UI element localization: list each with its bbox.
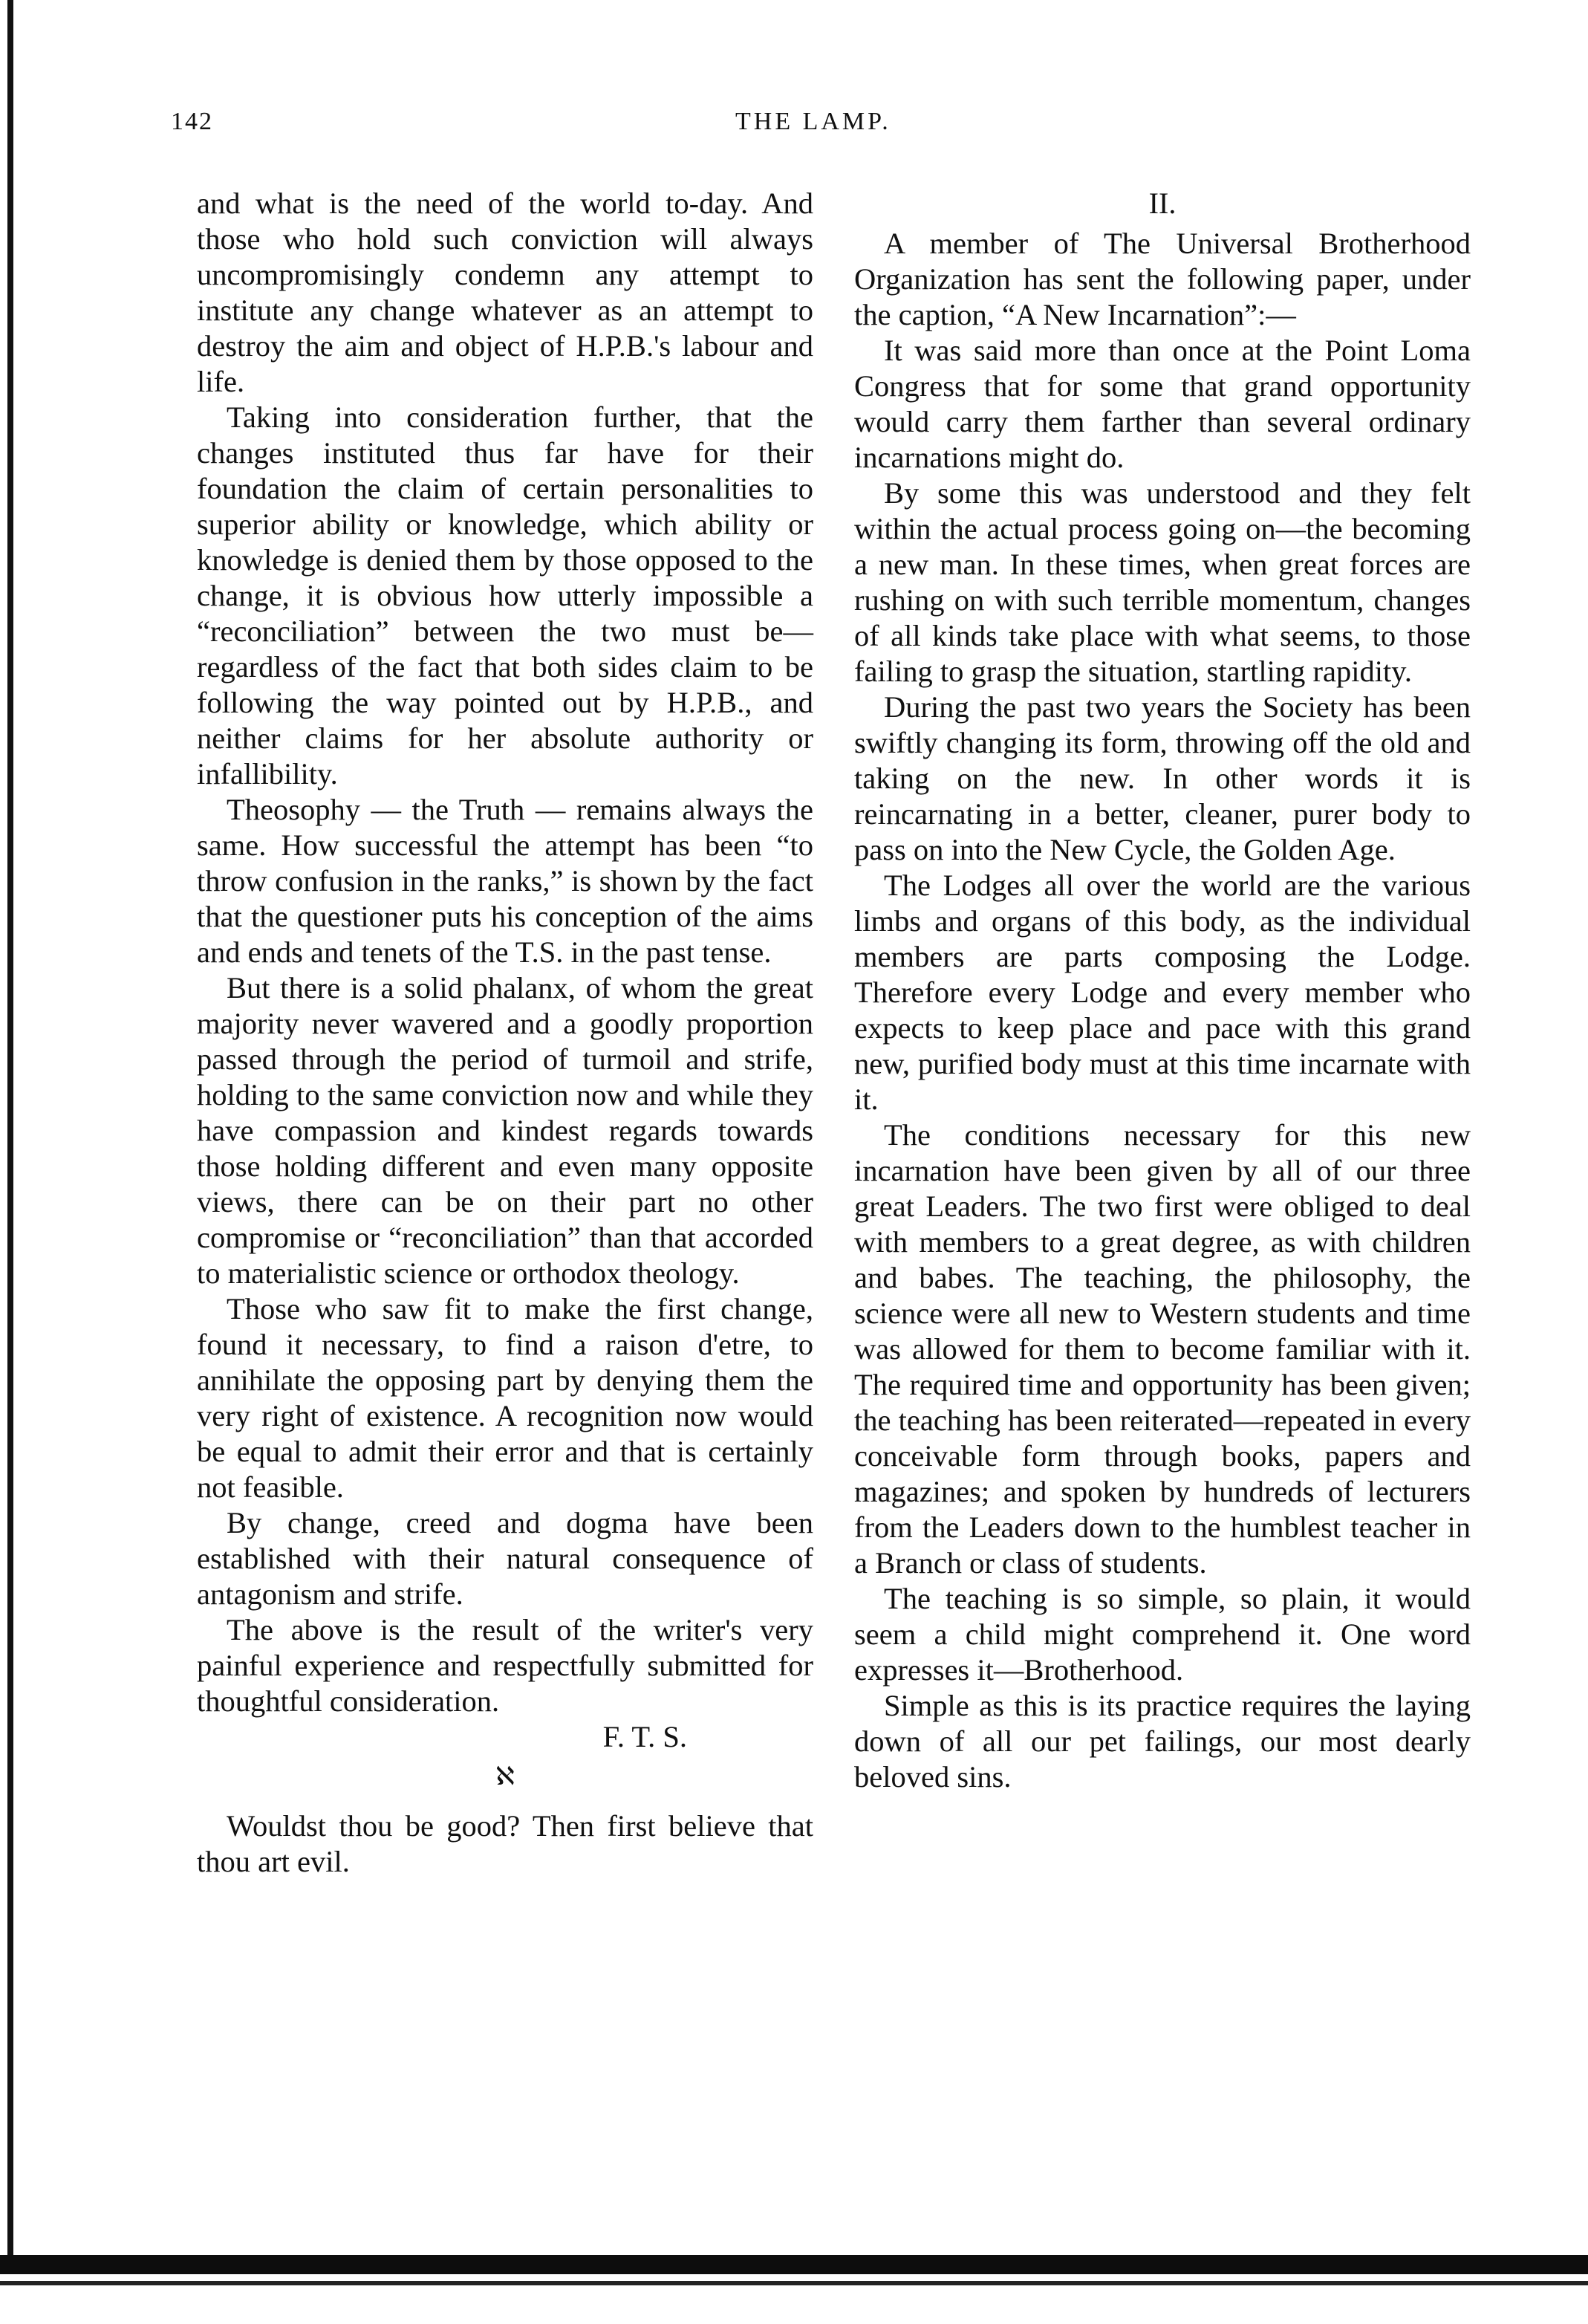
- signature: F. T. S.: [602, 1720, 687, 1753]
- bottom-border-rule: [0, 2255, 1588, 2274]
- running-title: THE LAMP.: [735, 108, 891, 135]
- right-paragraph-4: During the past two years the Society has been swiftly changing its form, throwing off the old and taking on the new. In other words it is reincarnating in a better, cleaner, purer body to pass on into the New Cycle, the Golden Age.: [854, 690, 1471, 866]
- page-number: 142: [171, 108, 213, 135]
- right-paragraph-7: The teaching is so simple, so plain, it would seem a child might comprehend it. One word expresses it—Brotherhood.: [854, 1582, 1471, 1687]
- ornament-icon: ℵ: [495, 1763, 515, 1791]
- page-header: [171, 108, 1477, 152]
- left-paragraph-4: But there is a solid phalanx, of whom the great majority never wavered and a goodly proportion passed through the period of turmoil and strife, holding to the same conviction now and while they have compassion and kindest regards towards those holding different and even many opposite views, there can be on their part no other compromise or “reconciliation” than that accorded to materialistic science or orthodox theology.: [197, 971, 813, 1290]
- left-paragraph-6: By change, creed and dogma have been established with their natural consequence of antagonism and strife.: [197, 1506, 813, 1611]
- left-paragraph-2: Taking into consideration further, that the changes instituted thus far have for their foundation the claim of certain personalities to superior ability or knowledge, which ability or knowledge is denied them by those opposed to the change, it is obvious how utterly impossible a “reconciliation” between the two must be—regardless of the fact that both sides claim to be following the way pointed out by H.P.B., and neither claims for her absolute authority or infallibility.: [197, 400, 813, 791]
- closing-aphorism: Wouldst thou be good? Then first believe that thou art evil.: [197, 1809, 813, 1878]
- left-paragraph-3: Theosophy — the Truth — remains always the same. How successful the attempt has been “to throw confusion in the ranks,” is shown by the fact that the questioner puts his conception of the aims and ends and tenets of the T.S. in the past tense.: [197, 793, 813, 969]
- left-paragraph-5: Those who saw fit to make the first change, found it necessary, to find a raison d'etre, to annihilate the opposing part by denying them the very right of existence. A recognition now would be equal to admit their error and that is certainly not feasible.: [197, 1292, 813, 1504]
- left-paragraph-7: The above is the result of the writer's very painful experience and respectfully submitted for thoughtful consideration.: [197, 1613, 813, 1718]
- right-paragraph-1: A member of The Universal Brotherhood Organization has sent the following paper, under the caption, “A New Incarnation”:—: [854, 227, 1471, 331]
- right-paragraph-8: Simple as this is its practice requires the laying down of all our pet failings, our most dearly beloved sins.: [854, 1689, 1471, 1794]
- section-number: II.: [1148, 186, 1177, 220]
- left-paragraph-1: and what is the need of the world to-day. And those who hold such conviction will always uncompromisingly condemn any attempt to institute any change whatever as an attempt to destroy the aim and object of H.P.B.'s labour and life.: [197, 186, 813, 398]
- left-column: [197, 186, 813, 1880]
- bottom-border-rule-thin: [0, 2281, 1588, 2285]
- right-paragraph-6: The conditions necessary for this new incarnation have been given by all of our three great Leaders. The two first were obliged to deal with members to a great degree, as with children and babes. The teaching, the philosophy, the science were all new to Western students and time was allowed for them to become familiar with it. The required time and opportunity has been given; the teaching has been reiterated—repeated in every conceivable form through books, papers and magazines; and spoken by hundreds of lecturers from the Leaders down to the humblest teacher in a Branch or class of students.: [854, 1118, 1471, 1580]
- right-paragraph-3: By some this was understood and they felt within the actual process going on—the becoming a new man. In these times, when great forces are rushing on with such terrible momentum, changes of all kinds take place with what seems, to those failing to grasp the situation, startling rapidity.: [854, 476, 1471, 688]
- right-column: [854, 186, 1471, 1795]
- left-margin-rule: [7, 0, 13, 2259]
- right-paragraph-2: It was said more than once at the Point Loma Congress that for some that grand opportunity would carry them farther than several ordinary incarnations might do.: [854, 334, 1471, 474]
- right-paragraph-5: The Lodges all over the world are the various limbs and organs of this body, as the individual members are parts composing the Lodge. Therefore every Lodge and every member who expects to keep place and pace with this grand new, purified body must at this time incarnate with it.: [854, 869, 1471, 1116]
